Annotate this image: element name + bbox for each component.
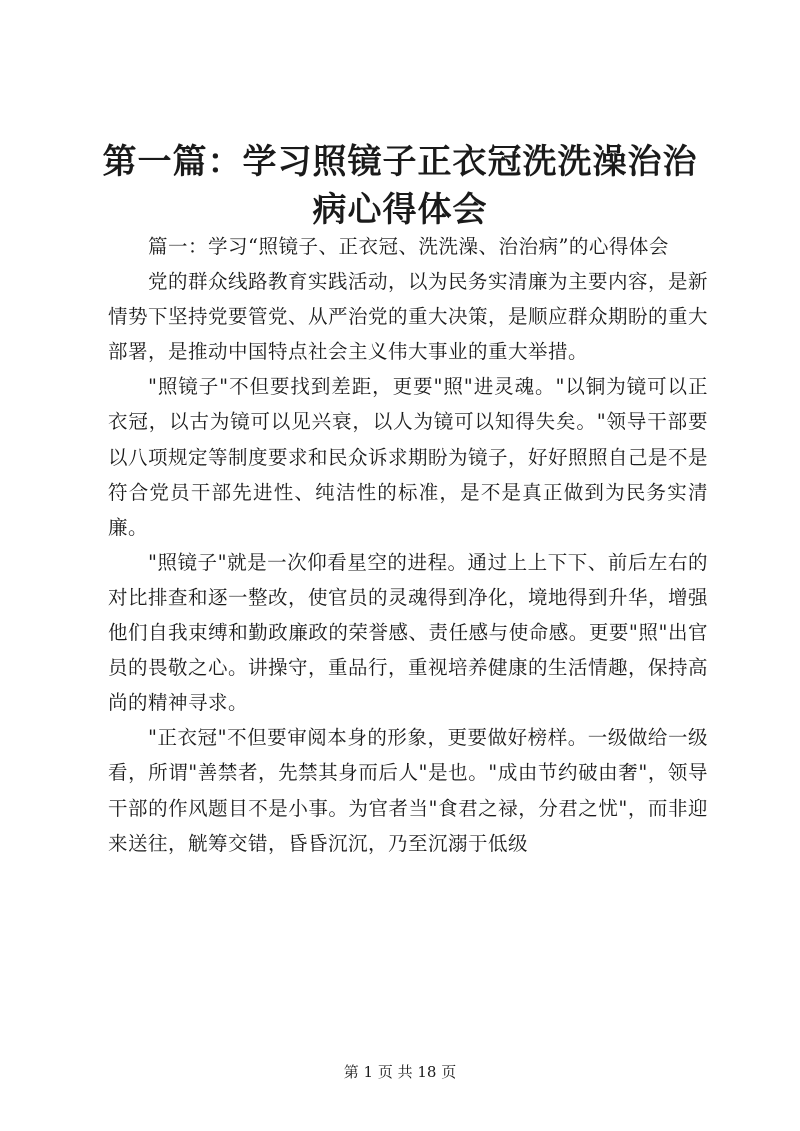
document-title: 第一篇：学习照镜子正衣冠洗洗澡治治病心得体会 <box>102 142 698 230</box>
paragraph: "照镜子"不但要找到差距，更要"照"进灵魂。"以铜为镜可以正衣冠，以古为镜可以见兴衰，以人为镜可以知得失矣。"领导干部要以八项规定等制度要求和民众诉求期盼为镜子，好好照照自己是不是符合党员干部先进性、纯洁性的标准，是不是真正做到为民务实清廉。 <box>108 375 709 539</box>
paragraph: 篇一：学习“照镜子、正衣冠、洗洗澡、治治病”的心得体会 <box>147 235 669 258</box>
page-number-footer: 第 1 页 共 18 页 <box>343 1063 457 1081</box>
paragraph: "正衣冠"不但要审阅本身的形象，更要做好榜样。一级做给一级看，所谓"善禁者，先禁其身而后人"是也。"成由节约破由奢"，领导干部的作风题目不是小事。为官者当"食君之禄，分君之忧"，而非迎来送往，觥筹交错，昏昏沉沉，乃至沉溺于低级 <box>108 726 708 855</box>
paragraph: 党的群众线路教育实践活动，以为民务实清廉为主要内容，是新情势下坚持党要管党、从严治党的重大决策，是顺应群众期盼的重大部署，是推动中国特点社会主义伟大事业的重大举措。 <box>108 270 709 364</box>
paragraph: "照镜子"就是一次仰看星空的进程。通过上上下下、前后左右的对比排查和逐一整改，使官员的灵魂得到净化，境地得到升华，增强他们自我束缚和勤政廉政的荣誉感、责任感与使命感。更要"照"出官员的畏敬之心。讲操守，重品行，重视培养健康的生活情趣，保持高尚的精神寻求。 <box>108 550 709 715</box>
document-body <box>108 229 708 861</box>
